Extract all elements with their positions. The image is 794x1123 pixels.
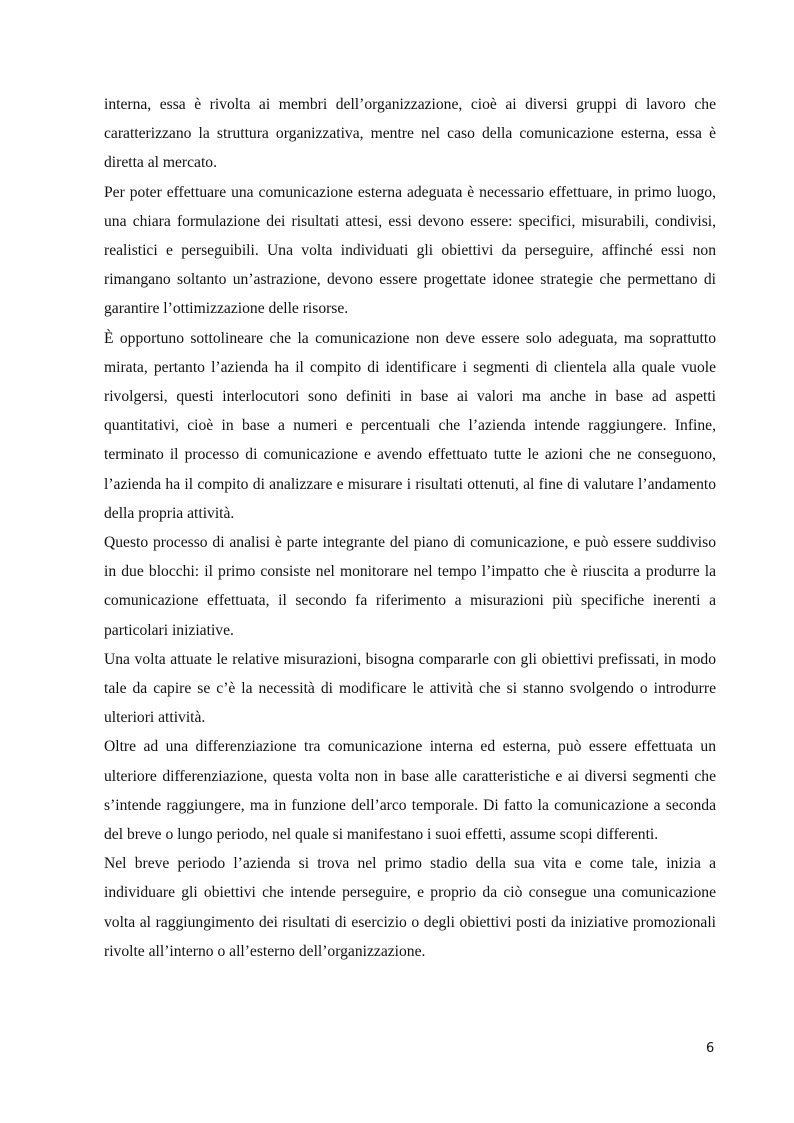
paragraph-6: Oltre ad una differenziazione tra comunicazione interna ed esterna, può essere effettuata un ulteriore differenziazione, questa volta non in base alle caratteristiche e ai diversi segmenti che s’intende raggiungere, ma in funzione dell’arco temporale. Di fatto la comunicazione a seconda del breve o lungo periodo, nel quale si manifestano i suoi effetti, assume scopi differenti. (104, 738, 716, 844)
body-text (104, 90, 716, 966)
paragraph-4: Questo processo di analisi è parte integrante del piano di comunicazione, e può essere suddiviso in due blocchi: il primo consiste nel monitorare nel tempo l’impatto che è riuscita a produrre la comunicazione effettuata, il secondo fa riferimento a misurazioni più specifiche inerenti a particolari iniziative. (104, 534, 716, 639)
page-number: 6 (706, 1041, 715, 1056)
paragraph-1: interna, essa è rivolta ai membri dell’organizzazione, cioè ai diversi gruppi di lavoro che caratterizzano la struttura organizzativa, mentre nel caso della comunicazione esterna, essa è diretta al mercato. (104, 96, 716, 172)
paragraph-3: È opportuno sottolineare che la comunicazione non deve essere solo adeguata, ma soprattutto mirata, pertanto l’azienda ha il compito di identificare i segmenti di clientela alla quale vuole rivolgersi, questi interlocutori sono definiti in base ai valori ma anche in base ad aspetti quantitativi, cioè in base a numeri e percentuali che l’azienda intende raggiungere. Infine, terminato il processo di comunicazione e avendo effettuato tutte le azioni che ne conseguono, l’azienda ha il compito di analizzare e misurare i risultati ottenuti, al fine di valutare l’andamento della propria attività. (104, 329, 716, 522)
paragraph-5: Una volta attuate le relative misurazioni, bisogna compararle con gli obiettivi prefissati, in modo tale da capire se c’è la necessità di modificare le attività che si stanno svolgendo o introdurre ulteriori attività. (104, 650, 716, 727)
paragraph-2: Per poter effettuare una comunicazione esterna adeguata è necessario effettuare, in primo luogo, una chiara formulazione dei risultati attesi, essi devono essere: specifici, misurabili, condivisi, realistici e perseguibili. Una volta individuati gli obiettivi da perseguire, affinché essi non rimangano soltanto un’astrazione, devono essere progettate idonee strategie che permettano di garantire l’ottimizzazione delle risorse. (104, 183, 716, 318)
paragraph-7: Nel breve periodo l’azienda si trova nel primo stadio della sua vita e come tale, inizia a individuare gli obiettivi che intende perseguire, e proprio da ciò consegue una comunicazione volta al raggiungimento dei risultati di esercizio o degli obiettivi posti da iniziative promozionali rivolte all’interno o all’esterno dell’organizzazione. (104, 855, 716, 960)
